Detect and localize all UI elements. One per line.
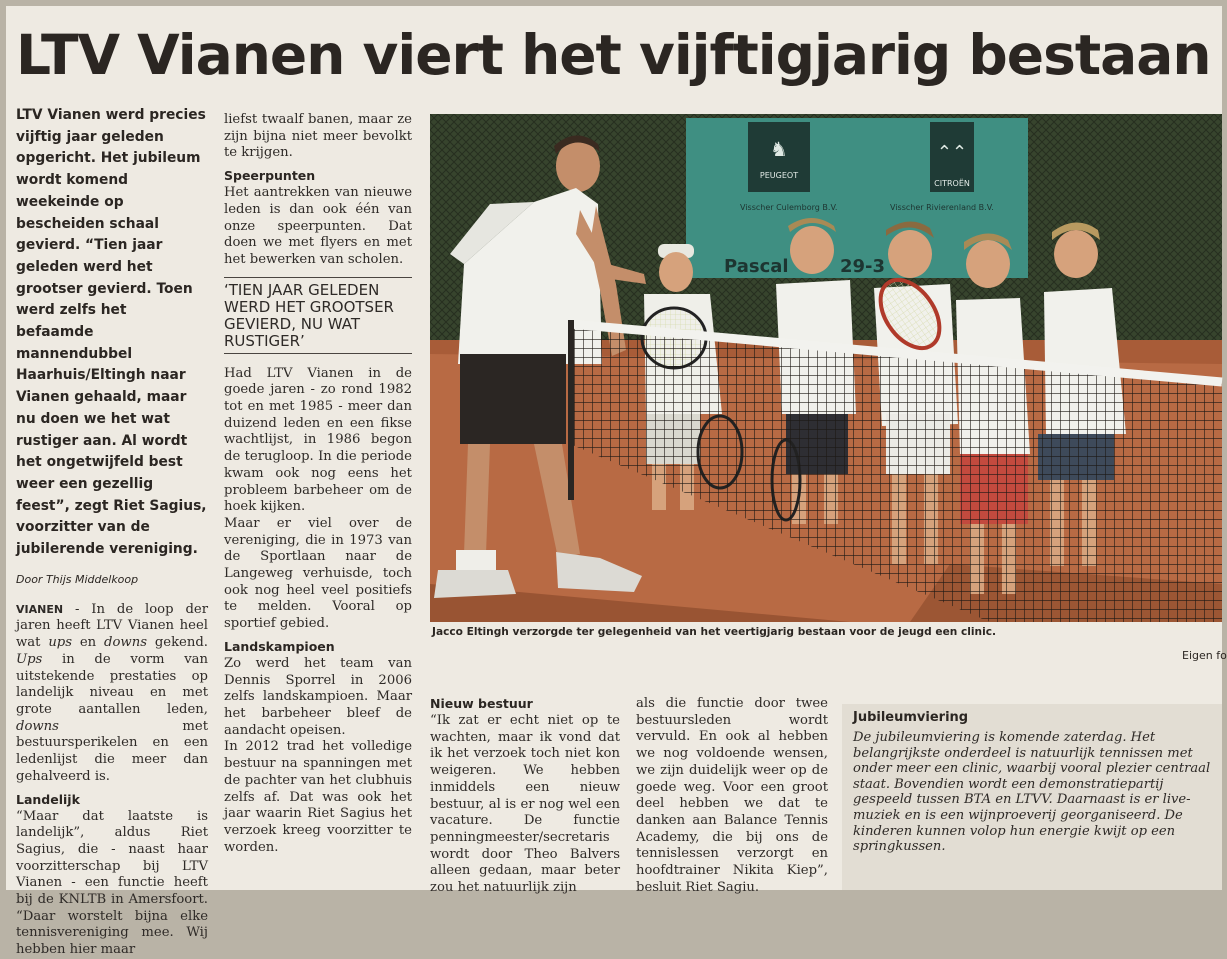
paragraph-goede-jaren: Had LTV Vianen in de goede jaren - zo rond 1982 tot en met 1985 - meer dan duizend leden en een fikse wachtlijst, in 1986 begon de terugloop. In die periode kwam ook nog eens het probleem barbeheer om de hoek kijken. [224,365,412,515]
photo-illustration [430,114,1222,622]
svg-text:CITROËN: CITROËN [934,179,970,188]
paragraph-banen: liefst twaalf banen, maar ze zijn bijna niet meer bevolkt te krijgen. [224,112,412,161]
paragraph-speerpunten: Het aantrekken van nieuwe leden is dan ook één van onze speerpunten. Dat doen we met flyers en met het bewerken van scholen. [224,185,412,267]
svg-text:PEUGEOT: PEUGEOT [759,171,799,180]
newspaper-clipping [6,6,1227,958]
paragraph-nieuw-bestuur: “Ik zat er echt niet op te wachten, maar ik vond dat ik het verzoek toch niet kon weigeren. We hebben inmiddels een nieuw bestuur, al is er nog wel een vacature. De functie penningmeester/secretaris wordt door Theo Balvers alleen gedaan, maar beter zou het natuurlijk zijn [430,713,620,896]
column-2 [224,112,412,856]
svg-text:♞: ♞ [770,137,788,161]
photo-credit: Eigen fo [1182,649,1227,662]
column-1 [16,105,208,959]
paragraph-vereniging: Maar er viel over de vereniging, die in 1973 van de Sportlaan naar de Langeweg verhuisde, toch ook nog heel veel positiefs te melden. Vooral op sportief gebied. [224,515,412,632]
paragraph-bestuur-af: In 2012 trad het volledige bestuur na spanningen met de pachter van het clubhuis zelfs af. Dat was ook het jaar waarin Riet Sagius het verzoek kreeg voorzitter te worden. [224,739,412,855]
intro-paragraph: VIANEN - In de loop der jaren heeft LTV Vianen heel wat ups en downs gekend. Ups in de vorm van uitstekende prestaties op landelijk niveau en met grote aantallen leden, downs met bestuursperikelen en een ledenlijst die meer dan gehalveerd is. [16,601,208,784]
svg-text:Visscher Culemborg B.V.: Visscher Culemborg B.V. [740,203,838,212]
column-3 [430,695,620,897]
paragraph-landelijk: “Maar dat laatste is landelijk”, aldus Riet Sagius, die - naast haar voorzitterschap bij LTV Vianen - een functie heeft bij de KNLTB in Amersfoort. “Daar worstelt bijna elke tennisvereniging mee. Wij hebben hier maar [16,808,208,958]
lead-paragraph: LTV Vianen werd precies vijftig jaar geleden opgericht. Het jubileum wordt komend weekeinde op bescheiden schaal gevierd. “Tien jaar geleden werd het grootser gevierd. Toen werd zelfs het befaamde mannendubbel Haarhuis/Eltingh naar Vianen gehaald, maar nu doen we het wat rustiger aan. Al wordt het ongetwijfeld best weer een gezellig feest”, zegt Riet Sagius, voorzitter van de jubilerende vereniging. [16,107,207,558]
byline: Door Thijs Middelkoop [16,572,139,586]
headline: LTV Vianen viert het vijftigjarig bestaan [16,23,1211,87]
subheading-nieuw-bestuur: Nieuw bestuur [430,696,533,711]
info-box-title: Jubileumviering [853,710,969,725]
svg-text:29-3: 29-3 [840,256,886,277]
info-box-text: De jubileumviering is komende zaterdag. Het belangrijkste onderdeel is natuurlijk tennissen met onder meer een clinic, waarbij vooral plezier centraal staat. Bovendien wordt een demonstratiepartij gespeeld tussen BTA en LTVV. Daarnaast is er live-muziek en is een wijnproeverij georganiseerd. De kinderen kunnen volop hun energie kwijt op een springkussen. [853,730,1211,855]
paragraph-besluit: als die functie door twee bestuursleden wordt vervuld. En ook al hebben we nog voldoende wensen, we zijn duidelijk weer op de goede weg. Voor een groot deel hebben we dat te danken aan Balance Tennis Academy, die bij ons de tennislessen verzorgt en hoofdtrainer Nikita Kiep”, besluit Riet Sagiu. [636,696,828,895]
svg-text:Pascal: Pascal [724,256,789,277]
svg-text:Visscher Rivierenland B.V.: Visscher Rivierenland B.V. [890,203,994,212]
pull-quote: ‘TIEN JAAR GELEDEN WERD HET GROOTSER GEVIERD, NU WAT RUSTIGER’ [224,277,412,354]
photo-tennis-clinic [430,114,1222,622]
dateline: VIANEN [16,602,64,616]
paragraph-landskampioen: Zo werd het team van Dennis Sporrel in 2006 zelfs landskampioen. Maar het barbeheer bleef de aandacht opeisen. [224,655,412,738]
subheading-landelijk: Landelijk [16,791,80,807]
subheading-landskampioen: Landskampioen [224,638,335,654]
photo-caption: Jacco Eltingh verzorgde ter gelegenheid van het veertigjarig bestaan voor de jeugd een clinic. [432,626,997,638]
subheading-speerpunten: Speerpunten [224,168,316,184]
svg-text:⌃⌃: ⌃⌃ [936,142,968,163]
column-4 [636,696,828,896]
